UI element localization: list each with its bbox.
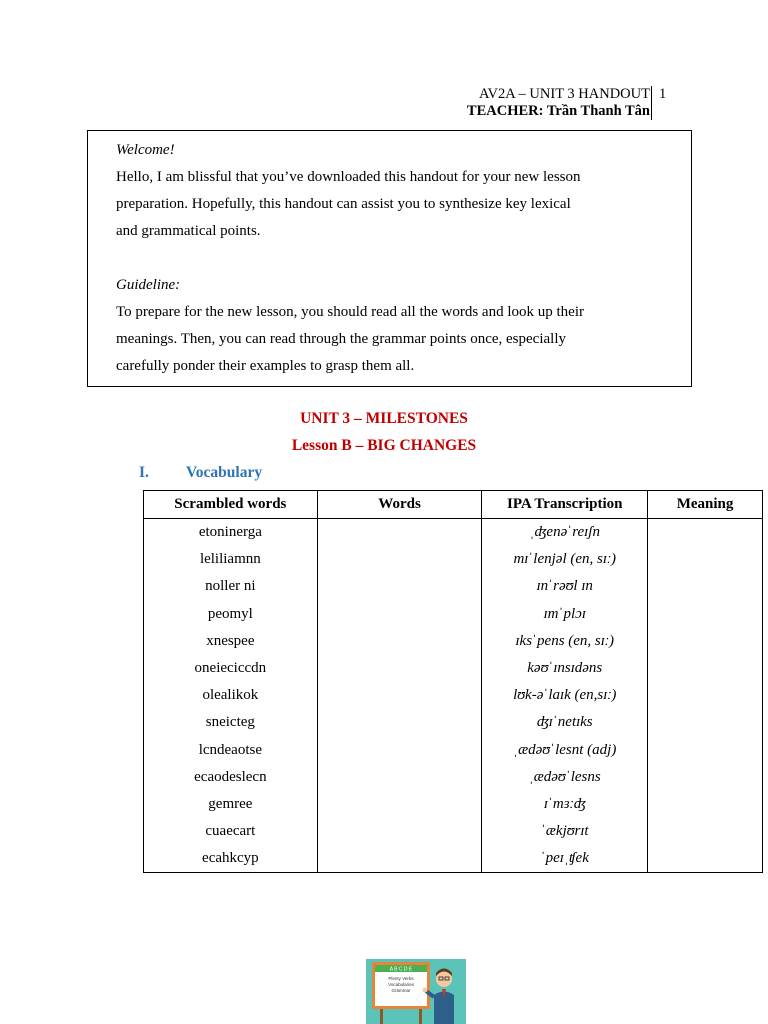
meaning-cell — [648, 573, 763, 600]
welcome-heading: Welcome! — [116, 142, 175, 158]
table-row — [144, 682, 763, 709]
word-cell — [317, 519, 482, 547]
section-number: I. — [139, 464, 149, 481]
scrambled-word-cell: olealikok — [144, 682, 318, 709]
word-cell — [317, 682, 482, 709]
scrambled-word-cell: cuaecart — [144, 818, 318, 845]
meaning-cell — [648, 737, 763, 764]
ipa-cell: ɪksˈpens (en, sɪː) — [482, 628, 648, 655]
word-cell — [317, 573, 482, 600]
scrambled-word-cell: ecahkcyp — [144, 845, 318, 873]
word-cell — [317, 791, 482, 818]
table-row — [144, 628, 763, 655]
intro-box — [87, 130, 692, 387]
vocabulary-table — [143, 490, 763, 873]
scrambled-word-cell: etoninerga — [144, 519, 318, 547]
guideline-line: meanings. Then, you can read through the grammar points once, especially — [116, 331, 566, 347]
table-row — [144, 546, 763, 573]
guideline-line: carefully ponder their examples to grasp them all. — [116, 358, 415, 374]
meaning-cell — [648, 546, 763, 573]
table-row — [144, 709, 763, 736]
table-row — [144, 573, 763, 600]
ipa-cell: ˌʤenəˈreɪʃn — [482, 519, 648, 547]
word-cell — [317, 818, 482, 845]
teacher-logo — [366, 959, 466, 1024]
ipa-cell: kəʊˈɪnsɪdəns — [482, 655, 648, 682]
word-cell — [317, 764, 482, 791]
table-row — [144, 655, 763, 682]
table-row — [144, 764, 763, 791]
ipa-cell: ɪˈmɜːʤ — [482, 791, 648, 818]
meaning-cell — [648, 845, 763, 873]
scrambled-word-cell: oneieciccdn — [144, 655, 318, 682]
meaning-cell — [648, 601, 763, 628]
table-row — [144, 519, 763, 547]
meaning-cell — [648, 818, 763, 845]
section-title: Vocabulary — [186, 464, 263, 481]
board-header: A B C D E — [389, 966, 413, 973]
table-row — [144, 845, 763, 873]
ipa-cell: ʤɪˈnetɪks — [482, 709, 648, 736]
header-teacher: TEACHER: Trần Thanh Tân — [466, 103, 650, 119]
meaning-cell — [648, 519, 763, 547]
table-row — [144, 601, 763, 628]
ipa-cell: ɪnˈrəʊl ɪn — [482, 573, 648, 600]
scrambled-word-cell: peomyl — [144, 601, 318, 628]
scrambled-word-cell: xnespee — [144, 628, 318, 655]
scrambled-word-cell: leliliamnn — [144, 546, 318, 573]
page-number: 1 — [651, 86, 666, 120]
word-cell — [317, 845, 482, 873]
scrambled-word-cell: gemree — [144, 791, 318, 818]
word-cell — [317, 737, 482, 764]
welcome-line: and grammatical points. — [116, 223, 261, 239]
welcome-line: preparation. Hopefully, this handout can assist you to synthesize key lexical — [116, 196, 571, 212]
ipa-cell: ˈpeɪˌʧek — [482, 845, 648, 873]
meaning-cell — [648, 655, 763, 682]
word-cell — [317, 628, 482, 655]
table-header-row — [144, 491, 763, 519]
board-line: Vocabularies — [388, 982, 414, 987]
document-header — [467, 86, 650, 120]
word-cell — [317, 546, 482, 573]
word-cell — [317, 655, 482, 682]
ipa-cell: ˌædəʊˈlesnt (adj) — [482, 737, 648, 764]
header-title: AV2A – UNIT 3 HANDOUT — [478, 86, 650, 102]
meaning-cell — [648, 764, 763, 791]
word-cell — [317, 709, 482, 736]
table-row — [144, 791, 763, 818]
column-header: Meaning — [648, 491, 763, 519]
column-header: Words — [317, 491, 482, 519]
board-line: Grammar — [391, 988, 411, 993]
scrambled-word-cell: noller ni — [144, 573, 318, 600]
ipa-cell: mɪˈlenjəl (en, sɪː) — [482, 546, 648, 573]
scrambled-word-cell: ecaodeslecn — [144, 764, 318, 791]
word-cell — [317, 601, 482, 628]
lesson-title: Lesson B – BIG CHANGES — [291, 437, 477, 454]
unit-title: UNIT 3 – MILESTONES — [300, 410, 468, 427]
ipa-cell: lʊk-əˈlaɪk (en,sɪː) — [482, 682, 648, 709]
table-row — [144, 818, 763, 845]
section-heading — [139, 464, 262, 482]
meaning-cell — [648, 628, 763, 655]
ipa-cell: ɪmˈplɔɪ — [482, 601, 648, 628]
scrambled-word-cell: lcndeaotse — [144, 737, 318, 764]
column-header: Scrambled words — [144, 491, 318, 519]
table-row — [144, 737, 763, 764]
ipa-cell: ˈækjʊrɪt — [482, 818, 648, 845]
column-header: IPA Transcription — [482, 491, 648, 519]
guideline-line: To prepare for the new lesson, you should read all the words and look up their — [116, 304, 584, 320]
scrambled-word-cell: sneicteg — [144, 709, 318, 736]
ipa-cell: ˌædəʊˈlesns — [482, 764, 648, 791]
welcome-line: Hello, I am blissful that you’ve downloaded this handout for your new lesson — [116, 169, 581, 185]
meaning-cell — [648, 709, 763, 736]
meaning-cell — [648, 682, 763, 709]
meaning-cell — [648, 791, 763, 818]
board-line: Plenty Verbs — [388, 976, 414, 981]
guideline-heading: Guideline: — [116, 277, 181, 293]
